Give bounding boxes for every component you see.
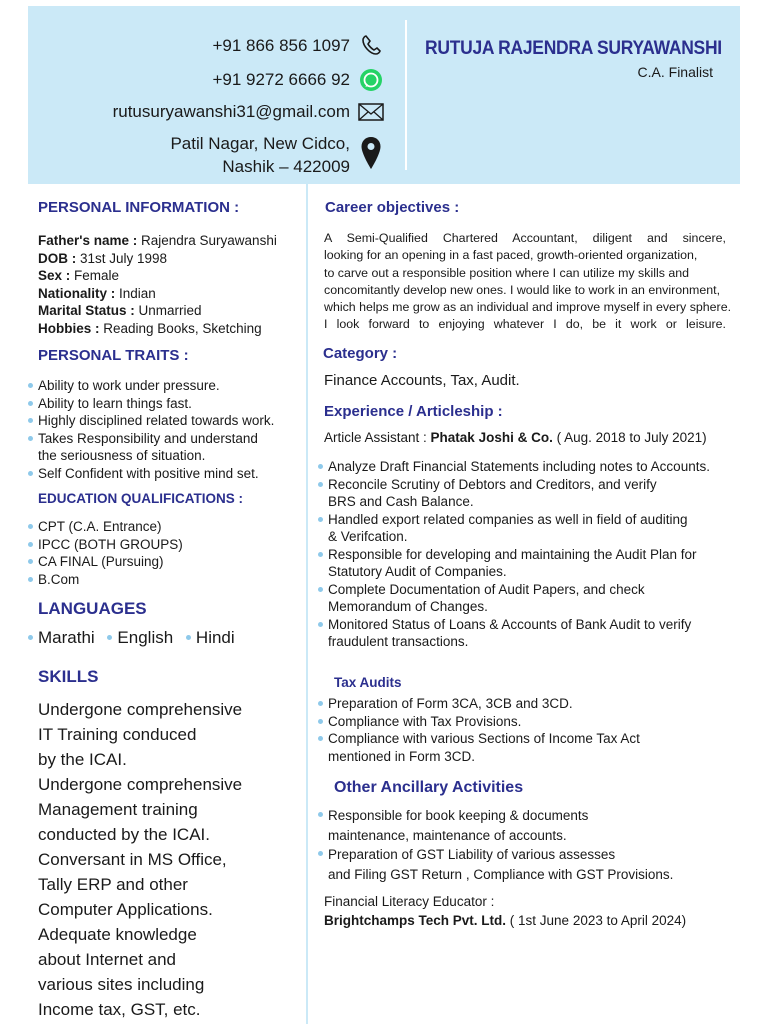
- career-line: A Semi-Qualified Chartered Accountant, diligent and sincere,: [324, 231, 726, 245]
- experience-title: Experience / Articleship :: [324, 403, 503, 420]
- firm-name: Phatak Joshi & Co.: [430, 430, 553, 445]
- career-line: to carve out a responsible position where I can utilize my skills and: [324, 265, 690, 280]
- personal-info-list: [38, 232, 277, 337]
- list-item: Handled export related companies as well in field of auditing & Verifcation.: [318, 511, 710, 546]
- career-line: I look forward to enjoying whatever I do, be it work or leisure.: [324, 317, 726, 332]
- skills-line: by the ICAI.: [38, 750, 127, 769]
- list-item: Ability to learn things fast.: [28, 395, 274, 413]
- category-text: Finance Accounts, Tax, Audit.: [324, 372, 520, 389]
- mail-icon: [358, 99, 384, 125]
- experience-list: [318, 458, 710, 651]
- list-item: the seriousness of situation.: [38, 448, 206, 463]
- whatsapp-icon: [358, 67, 384, 93]
- languages-title: LANGUAGES: [38, 599, 147, 618]
- career-line: concomitantly develop new ones. I would like to work in an environment,: [324, 282, 721, 297]
- list-item: Preparation of GST Liability of various assesses and Filing GST Return , Compliance with GST Provisions.: [318, 845, 673, 884]
- skills-line: about Internet and: [38, 950, 177, 969]
- list-item: B.Com: [28, 571, 183, 589]
- educator-company: Brightchamps Tech Pvt. Ltd.: [324, 913, 507, 928]
- address-line-1: Patil Nagar, New Cidco,: [170, 134, 350, 153]
- skills-line: various sites including: [38, 975, 205, 994]
- list-item: Takes Responsibility and understand: [28, 430, 274, 448]
- ancillary-title: Other Ancillary Activities: [334, 779, 524, 796]
- list-item: Preparation of Form 3CA, 3CB and 3CD.: [318, 695, 640, 713]
- category-title: Category :: [323, 345, 398, 362]
- personal-field: Sex : Female: [38, 268, 120, 283]
- list-item: Self Confident with positive mind set.: [28, 465, 274, 483]
- address-line-2: Nashik – 422009: [222, 157, 350, 176]
- skills-line: Adequate knowledge: [38, 925, 197, 944]
- list-item: Analyze Draft Financial Statements including notes to Accounts.: [318, 458, 710, 476]
- candidate-role: C.A. Finalist: [637, 64, 713, 80]
- column-divider: [306, 184, 308, 1024]
- list-item: Ability to work under pressure.: [28, 377, 274, 395]
- ancillary-list: [318, 806, 673, 884]
- personal-traits-title: PERSONAL TRAITS :: [38, 347, 189, 364]
- skills-line: Undergone comprehensive: [38, 775, 243, 794]
- skills-line: Tally ERP and other: [38, 875, 188, 894]
- resume-page: [28, 6, 740, 1024]
- skills-line: IT Training conduced: [38, 725, 197, 744]
- language-item: Hindi: [186, 628, 235, 647]
- personal-info-title: PERSONAL INFORMATION :: [38, 199, 240, 216]
- educator-label: Financial Literacy Educator :: [324, 894, 495, 909]
- tax-audits-title: Tax Audits: [334, 675, 402, 690]
- personal-field: Hobbies : Reading Books, Sketching: [38, 320, 262, 336]
- list-item: Reconcile Scrutiny of Debtors and Creditors, and verify BRS and Cash Balance.: [318, 476, 710, 511]
- traits-list: [28, 377, 274, 482]
- skills-line: Undergone comprehensive: [38, 700, 243, 719]
- experience-role: Article Assistant : Phatak Joshi & Co. ( Aug. 2018 to July 2021): [324, 430, 707, 445]
- skills-line: conducted by the ICAI.: [38, 825, 210, 844]
- career-line: looking for an opening in a fast paced, growth-oriented organization,: [324, 248, 698, 263]
- personal-field: Father's name : Rajendra Suryawanshi: [38, 233, 277, 248]
- candidate-name: RUTUJA RAJENDRA SURYAWANSHI: [425, 38, 722, 59]
- career-paragraph: [324, 230, 732, 334]
- list-item: CPT (C.A. Entrance): [28, 518, 183, 536]
- list-item: IPCC (BOTH GROUPS): [28, 536, 183, 554]
- language-item: English: [107, 628, 173, 647]
- list-item: Monitored Status of Loans & Accounts of Bank Audit to verify fraudulent transactions.: [318, 616, 710, 651]
- language-item: Marathi: [28, 628, 95, 647]
- career-title: Career objectives :: [325, 199, 460, 216]
- header-band: [28, 6, 740, 184]
- list-item: Responsible for developing and maintaining the Audit Plan for Statutory Audit of Companies.: [318, 546, 710, 581]
- personal-field: DOB : 31st July 1998: [38, 250, 168, 266]
- list-item: Compliance with Tax Provisions.: [318, 713, 640, 731]
- skills-title: SKILLS: [38, 667, 99, 686]
- skills-text: [38, 697, 242, 1022]
- phone-2: +91 9272 6666 92: [212, 70, 350, 89]
- list-item: Compliance with various Sections of Income Tax Act mentioned in Form 3CD.: [318, 730, 640, 765]
- tax-audits-list: [318, 695, 640, 765]
- location-pin-icon: [358, 134, 384, 172]
- career-line: which helps me grow as an individual and improve myself in every sphere.: [324, 300, 732, 315]
- education-title: EDUCATION QUALIFICATIONS :: [38, 491, 243, 506]
- languages-list: [28, 628, 243, 648]
- email: rutusuryawanshi31@gmail.com: [112, 102, 350, 121]
- personal-field: Nationality : Indian: [38, 285, 156, 301]
- skills-line: Management training: [38, 800, 198, 819]
- list-item: Highly disciplined related towards work.: [28, 412, 274, 430]
- list-item: Responsible for book keeping & documents maintenance, maintenance of accounts.: [318, 806, 673, 845]
- header-divider: [405, 20, 407, 170]
- skills-line: Conversant in MS Office,: [38, 850, 227, 869]
- skills-line: Computer Applications.: [38, 900, 213, 919]
- list-item: CA FINAL (Pursuing): [28, 553, 183, 571]
- phone-1: +91 866 856 1097: [212, 36, 350, 55]
- educator-detail: Brightchamps Tech Pvt. Ltd. ( 1st June 2023 to April 2024): [324, 913, 687, 928]
- skills-line: Income tax, GST, etc.: [38, 1000, 201, 1019]
- education-list: [28, 518, 183, 588]
- list-item: Complete Documentation of Audit Papers, and check Memorandum of Changes.: [318, 581, 710, 616]
- phone-icon: [358, 32, 384, 58]
- personal-field: Marital Status : Unmarried: [38, 303, 202, 318]
